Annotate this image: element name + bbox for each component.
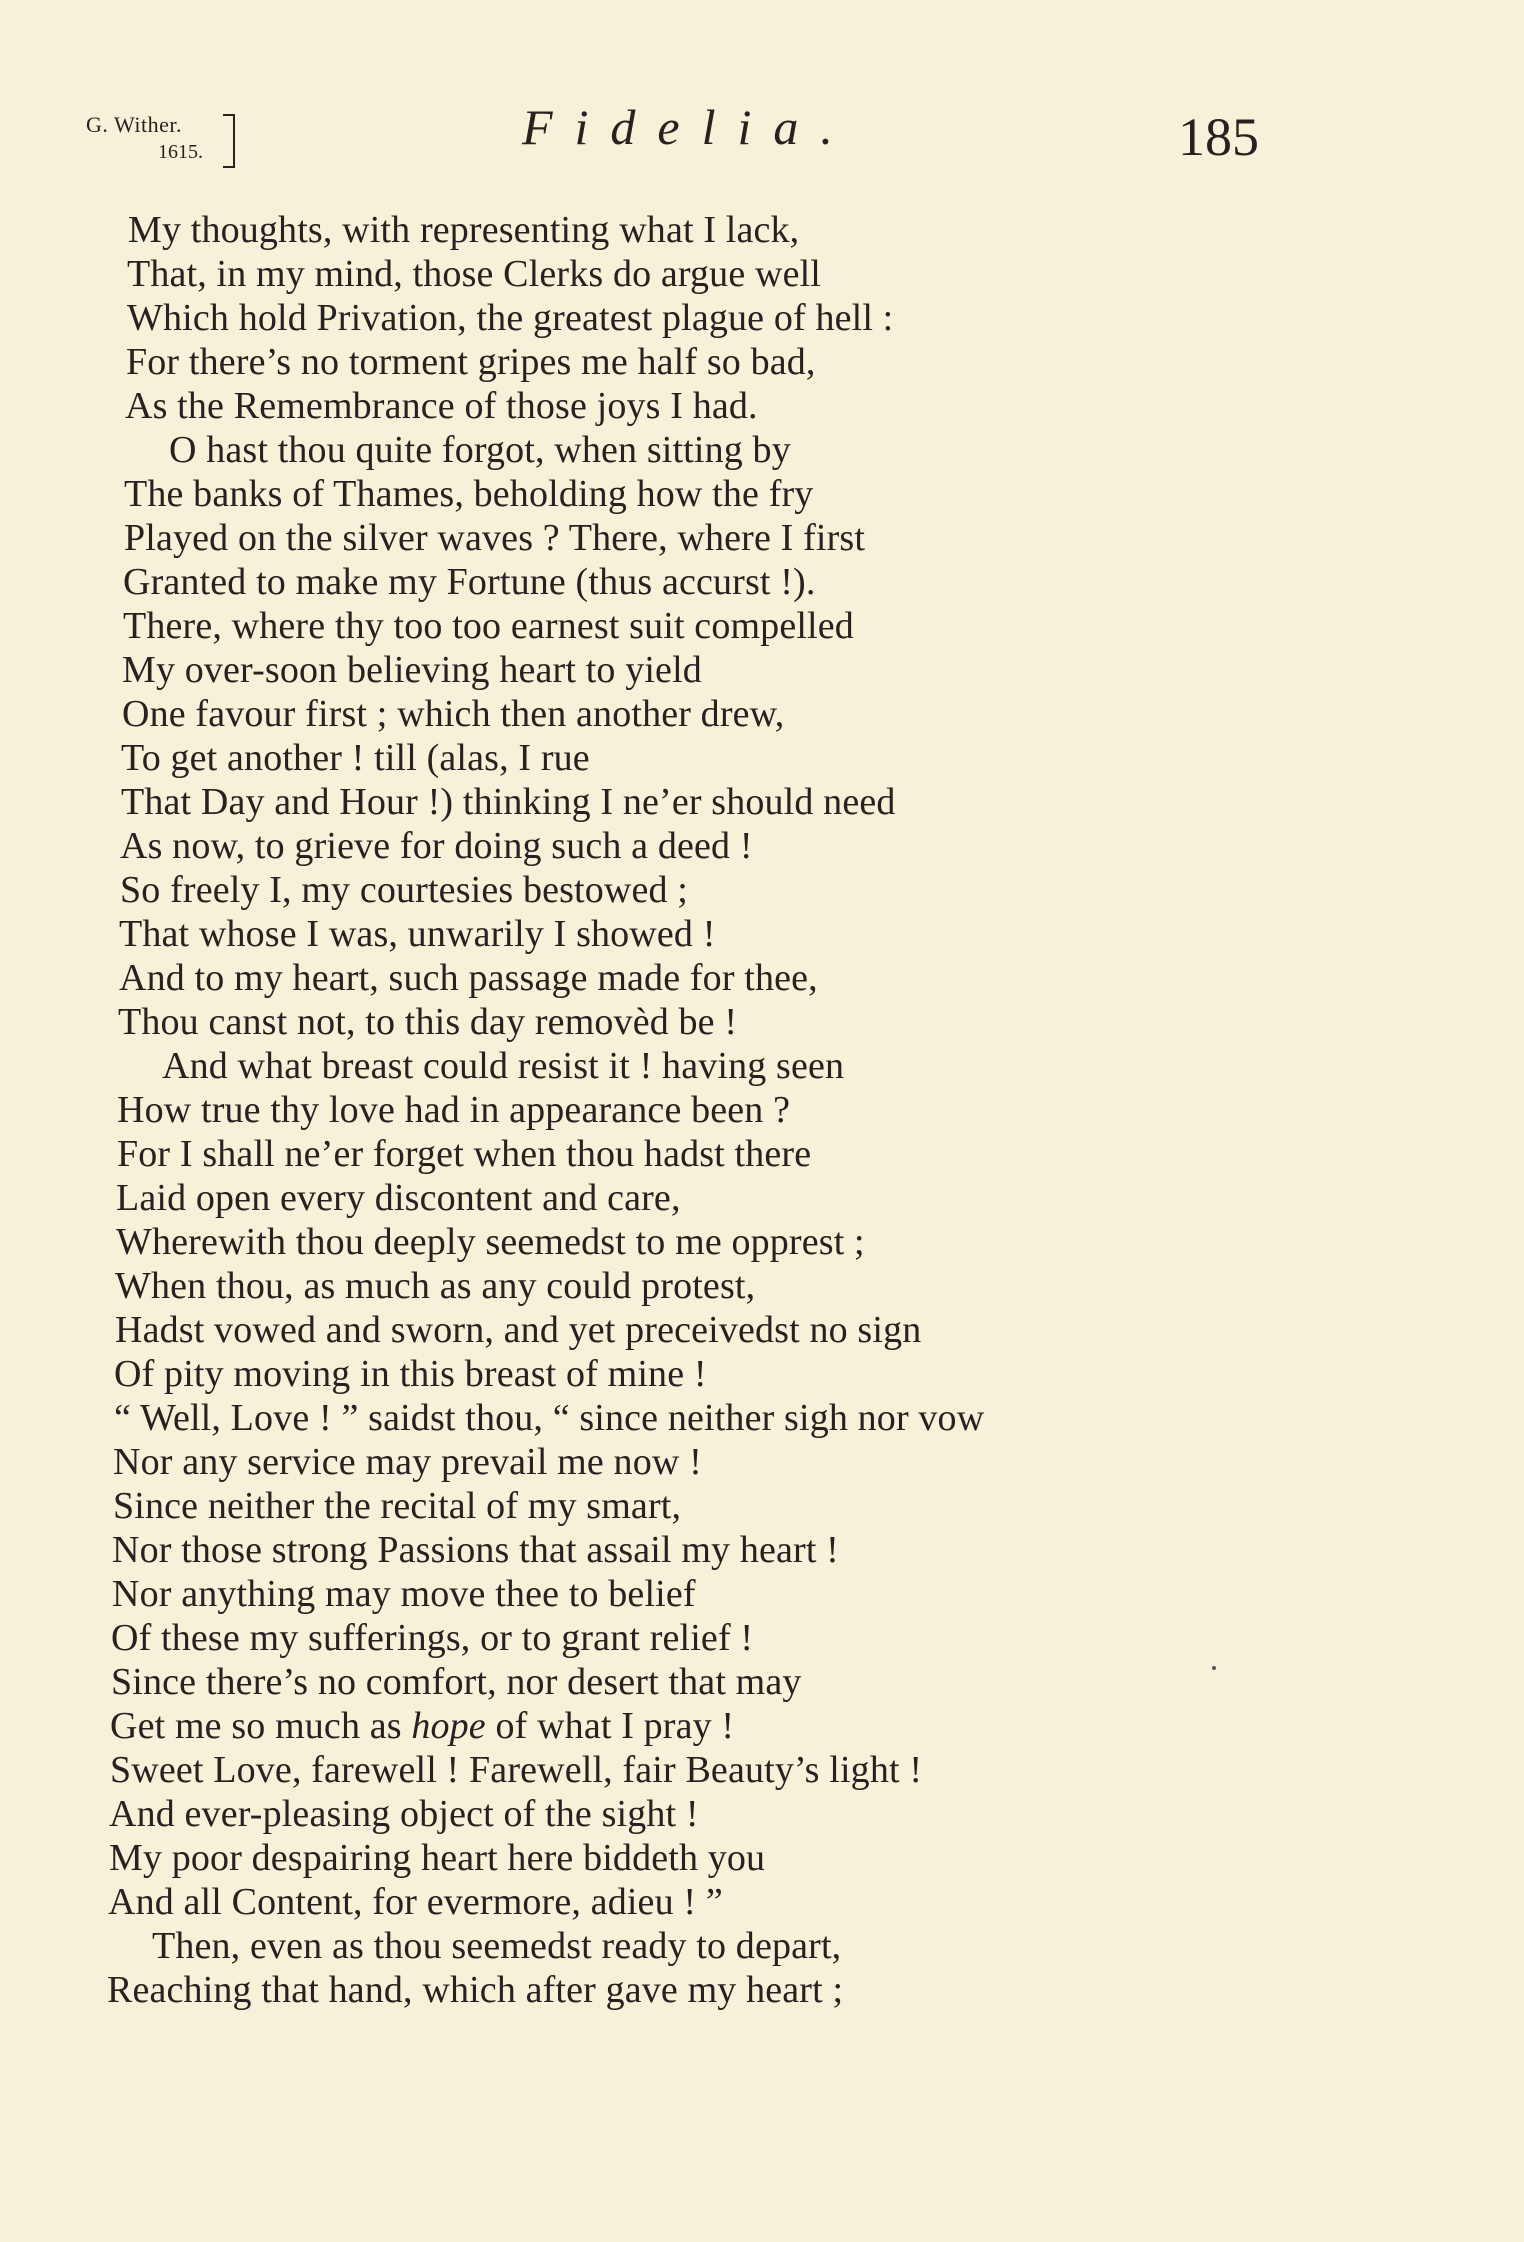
poem-line: For there’s no torment gripes me half so bad, (126, 341, 816, 383)
poem-line: Of pity moving in this breast of mine ! (114, 1353, 707, 1395)
poem-line: Since there’s no comfort, nor desert that may (111, 1661, 802, 1703)
poem-line: As now, to grieve for doing such a deed ! (120, 825, 753, 867)
margin-bracket (223, 114, 235, 168)
poem-line: That, in my mind, those Clerks do argue well (127, 253, 822, 295)
poem-line: Of these my sufferings, or to grant relief ! (111, 1617, 754, 1659)
poem-line: Reaching that hand, which after gave my heart ; (107, 1969, 844, 2011)
poem-line: When thou, as much as any could protest, (115, 1265, 756, 1307)
poem-line-emphasis: hope (411, 1705, 486, 1747)
poem-line: How true thy love had in appearance been ? (117, 1089, 791, 1131)
poem-line: That whose I was, unwarily I showed ! (119, 913, 716, 955)
poem-line: And ever-pleasing object of the sight ! (109, 1793, 699, 1835)
poem-line: Then, even as thou seemedst ready to depart, (152, 1925, 842, 1967)
poem-line: For I shall ne’er forget when thou hadst there (117, 1133, 812, 1175)
poem-line: To get another ! till (alas, I rue (121, 737, 590, 779)
poem-line: So freely I, my courtesies bestowed ; (120, 869, 689, 911)
paper-speck (1212, 1666, 1216, 1670)
poem-line-part: Get me so much as (110, 1705, 412, 1747)
poem-line: My poor despairing heart here biddeth you (109, 1837, 766, 1879)
poem-line: Nor those strong Passions that assail my heart ! (112, 1529, 839, 1571)
poem-line-part: of what I pray ! (485, 1705, 735, 1747)
poem-line: Played on the silver waves ? There, where I first (124, 517, 866, 559)
poem-line: My thoughts, with representing what I lack, (128, 209, 800, 251)
poem-line: O hast thou quite forgot, when sitting by (169, 429, 791, 471)
poem-line: Wherewith thou deeply seemedst to me opprest ; (116, 1221, 865, 1263)
poem-line: And all Content, for evermore, adieu ! ” (108, 1881, 723, 1923)
poem-line (110, 1704, 734, 1748)
poem-line: Which hold Privation, the greatest plague of hell : (127, 297, 894, 339)
poem-line: Nor any service may prevail me now ! (113, 1441, 702, 1483)
poem-line: One favour first ; which then another drew, (122, 693, 785, 735)
poem-line: Since neither the recital of my smart, (113, 1485, 682, 1527)
margin-note (86, 106, 246, 176)
poem-line: Nor anything may move thee to belief (112, 1573, 696, 1615)
margin-year: 1615. (158, 141, 203, 163)
poem-line: Sweet Love, farewell ! Farewell, fair Beauty’s light ! (110, 1749, 923, 1791)
poem-line: The banks of Thames, beholding how the fry (124, 473, 814, 515)
poem-line: That Day and Hour !) thinking I ne’er should need (121, 781, 896, 823)
poem-line: Laid open every discontent and care, (116, 1177, 681, 1219)
poem-line: “ Well, Love ! ” saidst thou, “ since neither sigh nor vow (114, 1397, 985, 1439)
poem-line: As the Remembrance of those joys I had. (125, 385, 758, 427)
poem-line: Granted to make my Fortune (thus accurst !). (123, 561, 816, 603)
margin-author: G. Wither. (86, 112, 182, 137)
poem-line: Hadst vowed and sworn, and yet preceivedst no sign (115, 1309, 922, 1351)
poem-line: My over-soon believing heart to yield (122, 649, 702, 691)
poem-line: Thou canst not, to this day removèd be ! (118, 1001, 738, 1043)
page-number: 185 (1178, 107, 1259, 167)
poem-line: There, where thy too too earnest suit compelled (123, 605, 854, 647)
poem-line: And what breast could resist it ! having seen (162, 1045, 845, 1087)
running-title: Fidelia. (522, 99, 855, 155)
poem-line: And to my heart, such passage made for thee, (119, 957, 818, 999)
